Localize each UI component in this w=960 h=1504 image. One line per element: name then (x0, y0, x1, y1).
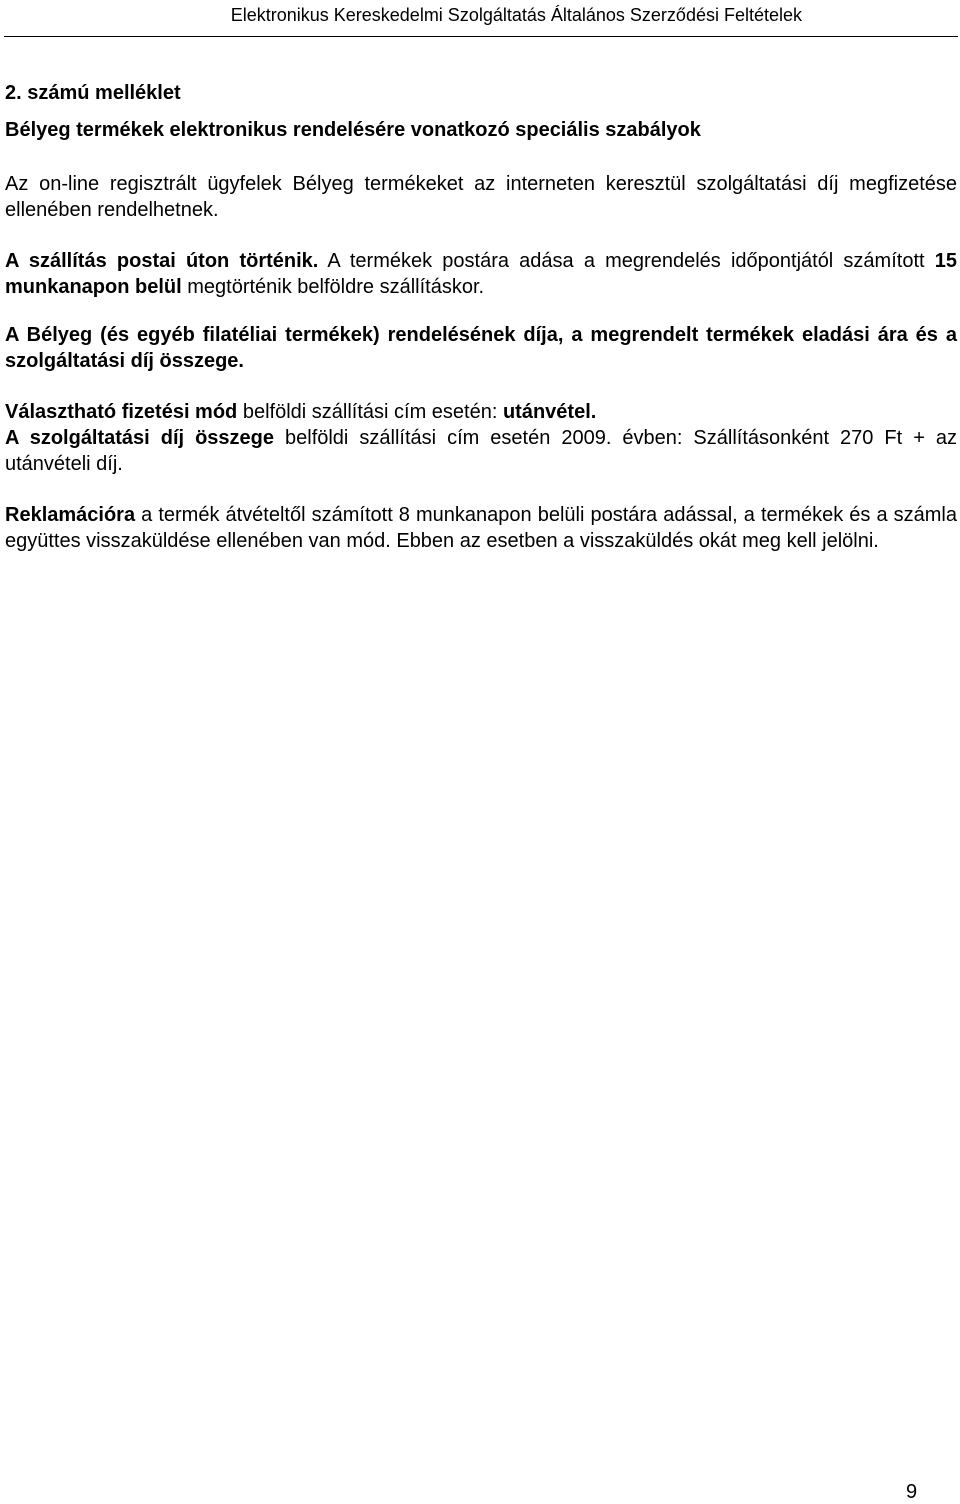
delivery-text-a: A termékek postára adása a megrendelés időpontjától számított (318, 250, 935, 272)
service-fee-text: belföldi szállítási cím esetén 2009. évben: Szállításonként 270 Ft + az utánvételi díj. (5, 427, 957, 475)
payment-method-value: utánvétel. (502, 401, 597, 423)
paragraph-order-fee: A Bélyeg (és egyéb filatéliai termékek) rendelésének díja, a megrendelt termékek eladási ára és a szolgáltatási díj összege. (5, 324, 957, 372)
header-rule (4, 36, 958, 37)
running-header: Elektronikus Kereskedelmi Szolgáltatás Általános Szerződési Feltételek (230, 5, 802, 25)
complaints-text: a termék átvételtől számított 8 munkanapon belüli postára adással, a termékek és a számla együttes visszaküldése ellenében van mód. Ebben az esetben a visszaküldés okát meg kell jelölni. (5, 504, 957, 552)
paragraph-complaints (5, 502, 957, 554)
page-number: 9 (906, 1481, 918, 1503)
payment-method-text: belföldi szállítási cím esetén: (237, 401, 503, 423)
paragraph-delivery (5, 248, 957, 300)
delivery-deadline: 15 munkanapon belül (5, 250, 957, 298)
payment-method-lead: Választható fizetési mód (5, 401, 238, 423)
paragraph-online-ordering: Az on-line regisztrált ügyfelek Bélyeg termékeket az interneten keresztül szolgáltatási díj megfizetése ellenében rendelhetnek. (5, 173, 957, 221)
annex-title: 2. számú melléklet (5, 82, 181, 104)
paragraph-payment-method (5, 399, 957, 425)
paragraph-service-fee (5, 425, 957, 477)
service-fee-lead: A szolgáltatási díj összege (5, 427, 274, 449)
section-title: Bélyeg termékek elektronikus rendelésére vonatkozó speciális szabályok (5, 119, 701, 141)
document-body (5, 80, 957, 554)
delivery-text-b: megtörténik belföldre szállításkor. (181, 276, 485, 298)
delivery-lead: A szállítás postai úton történik. (5, 250, 319, 272)
complaints-lead: Reklamációra (5, 504, 136, 526)
